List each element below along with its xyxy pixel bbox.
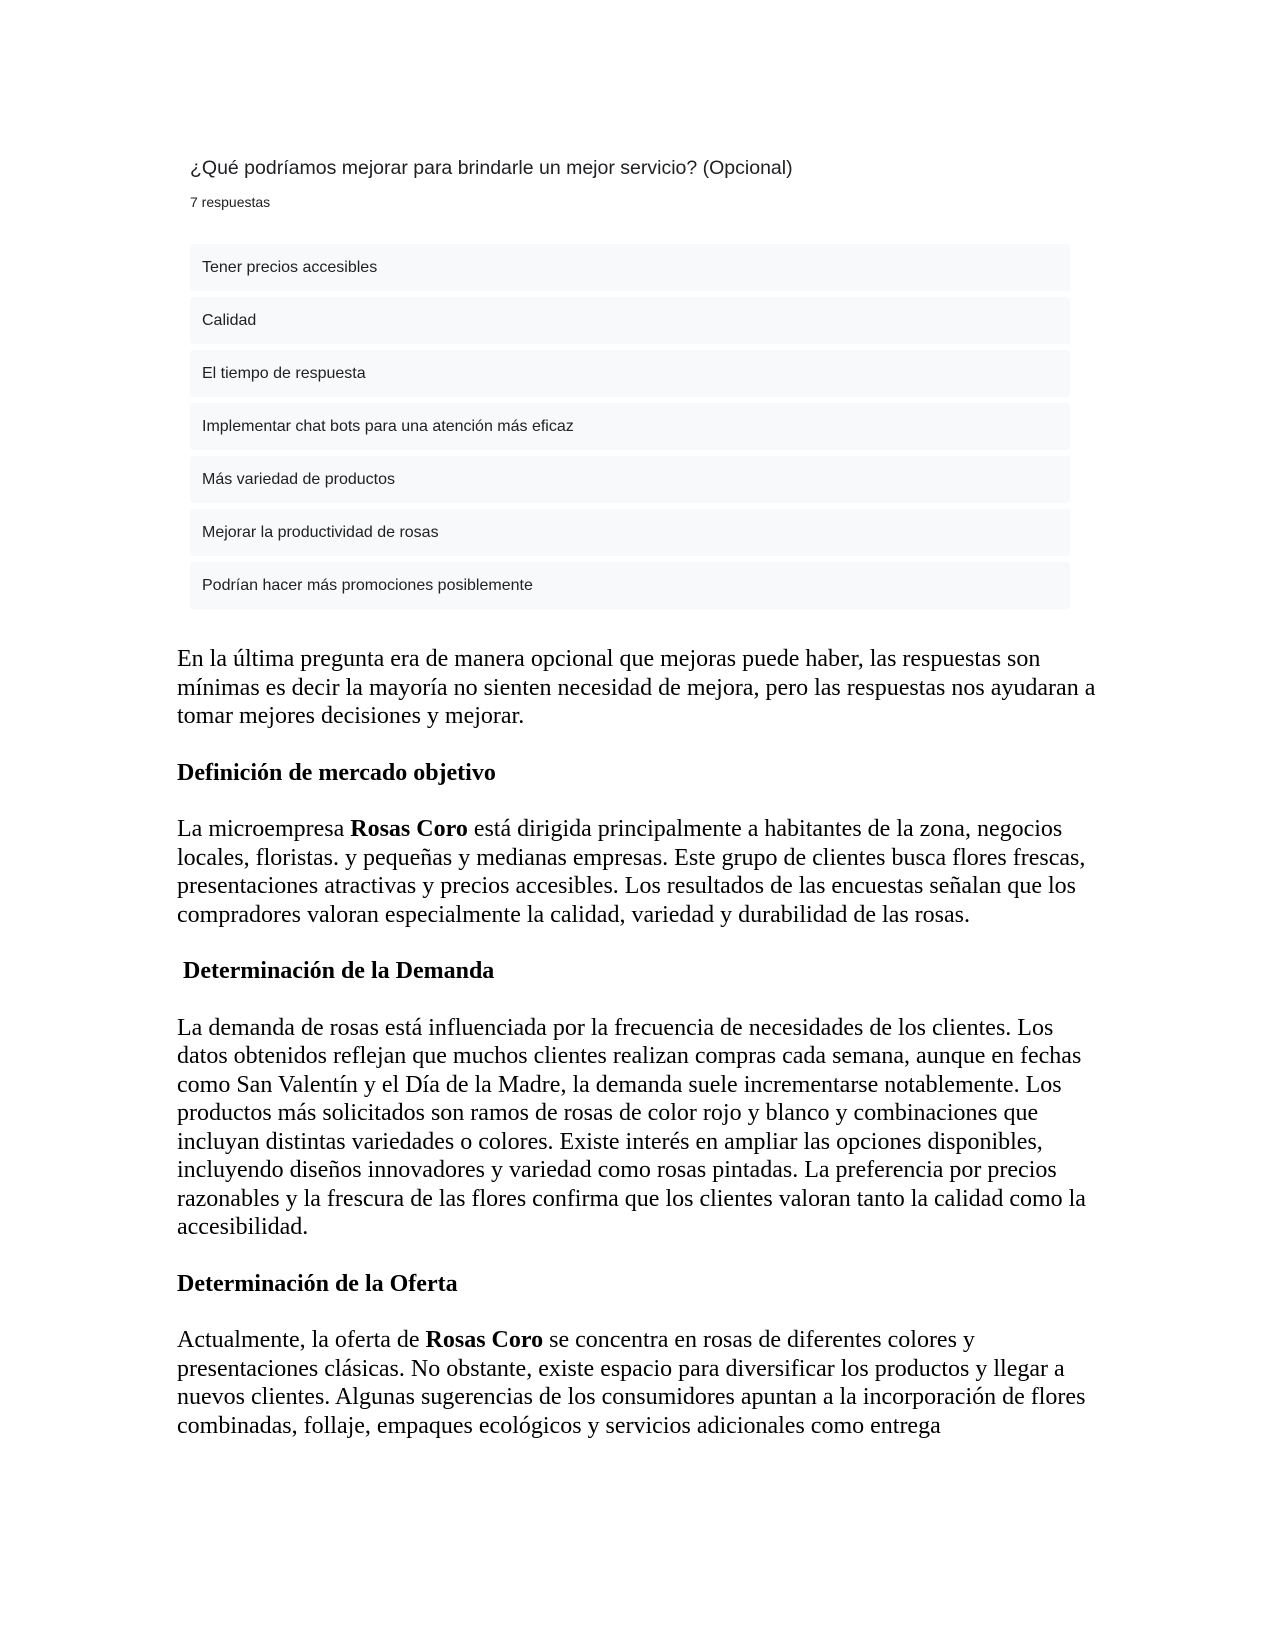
response-count: 7 respuestas <box>190 194 271 210</box>
paragraph-intro: En la última pregunta era de manera opcional que mejoras puede haber, las respuestas son mínimas es decir la mayoría no sienten necesidad de mejora, pero las respuestas nos ayudaran a tomar mejores decisiones y mejorar. <box>177 646 1096 729</box>
question-title: ¿Qué podríamos mejorar para brindarle un mejor servicio? (Opcional) <box>190 157 793 179</box>
answer-item: Más variedad de productos <box>190 456 1070 503</box>
brand-name: Rosas Coro <box>350 816 468 842</box>
document-body <box>177 645 1097 1440</box>
oferta-prefix: Actualmente, la oferta de <box>177 1327 426 1353</box>
paragraph-demanda: La demanda de rosas está influenciada por la frecuencia de necesidades de los clientes. Los datos obtenidos reflejan que muchos clientes realizan compras cada semana, aunque en fechas como San Valentín y el Día de la Madre, la demanda suele incrementarse notablemente. Los productos más solicitados son ramos de rosas de color rojo y blanco y combinaciones que incluyan distintas variedades o colores. Existe interés en ampliar las opciones disponibles, incluyendo diseños innovadores y variedad como rosas pintadas. La preferencia por precios razonables y la frescura de las flores confirma que los clientes valoran tanto la calidad como la accesibilidad. <box>177 1014 1086 1240</box>
heading-mercado-objetivo: Definición de mercado objetivo <box>177 759 496 786</box>
answer-item: Podrían hacer más promociones posiblemente <box>190 562 1070 609</box>
heading-oferta: Determinación de la Oferta <box>177 1270 458 1297</box>
answer-item: Tener precios accesibles <box>190 244 1070 291</box>
survey-question-card <box>190 155 1070 615</box>
brand-name: Rosas Coro <box>425 1327 544 1353</box>
heading-demanda: Determinación de la Demanda <box>183 958 495 984</box>
answer-list <box>190 244 1070 609</box>
answer-item: Calidad <box>190 297 1070 344</box>
answer-item: Mejorar la productividad de rosas <box>190 509 1070 556</box>
mercado-suffix: está dirigida principalmente a habitantes de la zona, negocios locales, floristas. y pequeñas y medianas empresas. Este grupo de clientes busca flores frescas, presentaciones atractivas y precios accesibles. Los resultados de las encuestas señalan que los compradores valoran especialmente la calidad, variedad y durabilidad de las rosas. <box>177 816 1086 928</box>
oferta-suffix: se concentra en rosas de diferentes colores y presentaciones clásicas. No obstante, existe espacio para diversificar los productos y llegar a nuevos clientes. Algunas sugerencias de los consumidores apuntan a la incorporación de flores combinadas, follaje, empaques ecológicos y servicios adicionales como entrega <box>177 1327 1086 1439</box>
paragraph-mercado <box>177 815 1097 929</box>
answer-item: El tiempo de respuesta <box>190 350 1070 397</box>
paragraph-oferta <box>177 1326 1097 1440</box>
answer-item: Implementar chat bots para una atención más eficaz <box>190 403 1070 450</box>
mercado-prefix: La microempresa <box>177 816 351 842</box>
